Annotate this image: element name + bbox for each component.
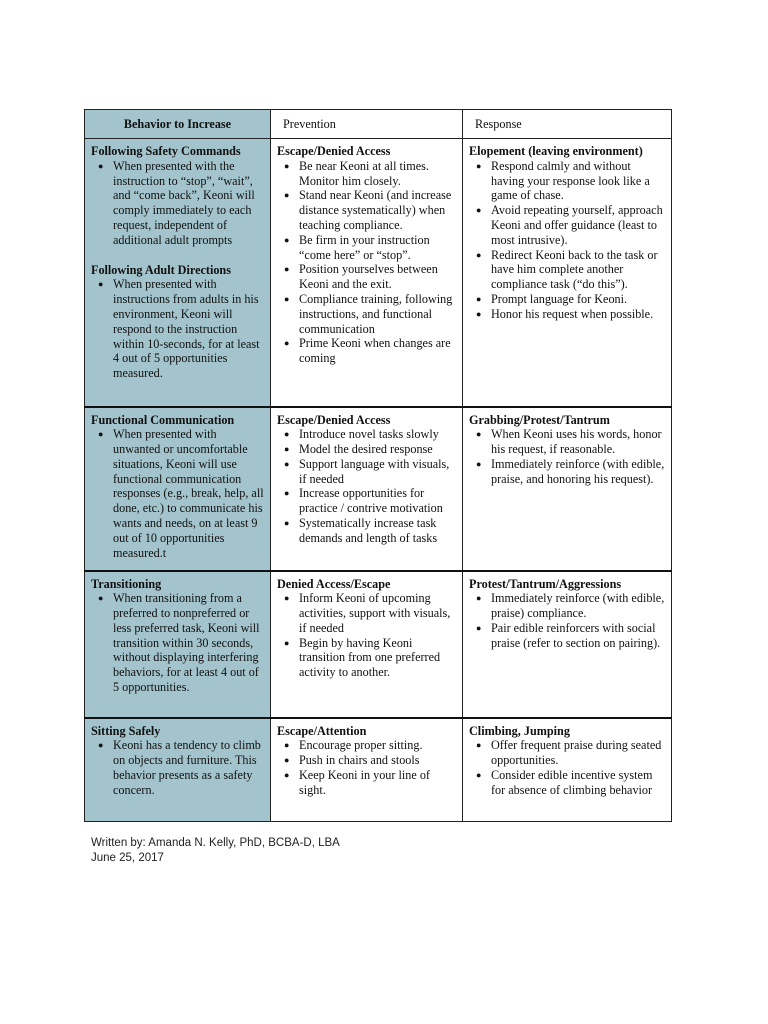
behavior-title: Following Adult Directions: [91, 262, 231, 277]
list-item: ● Consider edible incentive system for absence of climbing behavior: [491, 768, 665, 798]
prevention-title: Denied Access/Escape: [277, 576, 391, 591]
behavior-cell: [85, 139, 271, 407]
behavior-title: Following Safety Commands: [91, 144, 241, 158]
list-item: ● Avoid repeating yourself, approach Keoni and offer guidance (least to most intrusive).: [491, 203, 665, 247]
list-item: ● Prompt language for Keoni.: [491, 292, 665, 307]
response-title: Protest/Tantrum/Aggressions: [469, 576, 622, 591]
prevention-title: Escape/Denied Access: [277, 412, 391, 427]
prevention-cell: [271, 718, 463, 822]
prevention-list: [277, 738, 456, 797]
header-behavior-to-increase: Behavior to Increase: [85, 110, 271, 139]
prevention-cell: [271, 571, 463, 718]
list-item: ● Model the desired response: [299, 442, 456, 457]
list-item: ● Push in chairs and stools: [299, 753, 456, 768]
list-item: ● Increase opportunities for practice / contrive motivation: [299, 486, 456, 516]
header-prevention: Prevention: [271, 110, 463, 139]
behavior-title: Transitioning: [91, 576, 162, 591]
behavior-list: [91, 738, 264, 797]
list-item: ● When presented with unwanted or uncomfortable situations, Keoni will use functional communication responses (e.g., break, help, all done, etc.) to communicate his wants and needs, on at least 9 out of 10 opportunities measured.t: [113, 427, 264, 560]
list-item: ● Stand near Keoni (and increase distance systematically) when teaching compliance.: [299, 188, 456, 232]
behavior-list: [91, 591, 264, 695]
response-cell: [463, 407, 672, 571]
author-line: Written by: Amanda N. Kelly, PhD, BCBA-D, LBA: [91, 837, 340, 849]
list-item: ● Keoni has a tendency to climb on objects and furniture. This behavior presents as a safety concern.: [113, 738, 264, 797]
table-row: [85, 718, 672, 822]
list-item: ● Inform Keoni of upcoming activities, support with visuals, if needed: [299, 591, 456, 635]
response-title: Elopement (leaving environment): [469, 144, 643, 158]
prevention-list: [277, 159, 456, 366]
response-cell: [463, 571, 672, 718]
list-item: ● Offer frequent praise during seated opportunities.: [491, 738, 665, 768]
list-item: ● Be firm in your instruction “come here” or “stop”.: [299, 233, 456, 263]
response-cell: [463, 718, 672, 822]
list-item: ● Be near Keoni at all times. Monitor him closely.: [299, 159, 456, 189]
header-response: Response: [463, 110, 672, 139]
list-item: ● Compliance training, following instructions, and functional communication: [299, 292, 456, 336]
list-item: ● When transitioning from a preferred to nonpreferred or less preferred task, Keoni will transition within 30 seconds, without displaying interfering behaviors, for at least 4 out of 5 opportunities.: [113, 591, 264, 695]
prevention-list: [277, 591, 456, 680]
document-footer: [91, 836, 340, 866]
response-list: [469, 159, 665, 322]
list-item: ● Position yourselves between Keoni and the exit.: [299, 262, 456, 292]
prevention-title: Escape/Attention: [277, 723, 367, 738]
behavior-list: [91, 427, 264, 560]
prevention-cell: [271, 139, 463, 407]
response-cell: [463, 139, 672, 407]
table-row: [85, 139, 672, 407]
behavior-plan-table: [84, 109, 672, 822]
response-title: Grabbing/Protest/Tantrum: [469, 412, 610, 427]
list-item: ● When Keoni uses his words, honor his request, if reasonable.: [491, 427, 665, 457]
behavior-title: Functional Communication: [91, 412, 235, 427]
list-item: ● Respond calmly and without having your response look like a game of chase.: [491, 159, 665, 203]
list-item: ● Immediately reinforce (with edible, praise) compliance.: [491, 591, 665, 621]
behavior-cell: [85, 718, 271, 822]
prevention-list: [277, 427, 456, 545]
behavior-cell: [85, 571, 271, 718]
behavior-list: [91, 159, 264, 248]
response-list: [469, 427, 665, 486]
date-line: June 25, 2017: [91, 852, 164, 864]
list-item: ● When presented with the instruction to “stop”, “wait”, and “come back”, Keoni will comply immediately to each request, independent of additional adult prompts: [113, 159, 264, 248]
list-item: ● Prime Keoni when changes are coming: [299, 336, 456, 366]
list-item: ● When presented with instructions from adults in his environment, Keoni will respond to the instruction within 10-seconds, for at least 4 out of 5 opportunities measured.: [113, 277, 264, 381]
table-body: [85, 139, 672, 822]
list-item: ● Immediately reinforce (with edible, praise, and honoring his request).: [491, 457, 665, 487]
behavior-list: [91, 277, 264, 381]
table-row: [85, 571, 672, 718]
list-item: ● Redirect Keoni back to the task or have him complete another compliance task (“do this”).: [491, 248, 665, 292]
response-list: [469, 738, 665, 797]
list-item: ● Honor his request when possible.: [491, 307, 665, 322]
list-item: ● Keep Keoni in your line of sight.: [299, 768, 456, 798]
list-item: ● Introduce novel tasks slowly: [299, 427, 456, 442]
list-item: ● Systematically increase task demands and length of tasks: [299, 516, 456, 546]
prevention-title: Escape/Denied Access: [277, 144, 391, 158]
list-item: ● Encourage proper sitting.: [299, 738, 456, 753]
response-title: Climbing, Jumping: [469, 723, 570, 738]
list-item: ● Support language with visuals, if needed: [299, 457, 456, 487]
table-row: [85, 407, 672, 571]
table-header-row: [85, 110, 672, 139]
behavior-cell: [85, 407, 271, 571]
prevention-cell: [271, 407, 463, 571]
response-list: [469, 591, 665, 650]
list-item: ● Begin by having Keoni transition from one preferred activity to another.: [299, 636, 456, 680]
behavior-title: Sitting Safely: [91, 723, 161, 738]
list-item: ● Pair edible reinforcers with social praise (refer to section on pairing).: [491, 621, 665, 651]
